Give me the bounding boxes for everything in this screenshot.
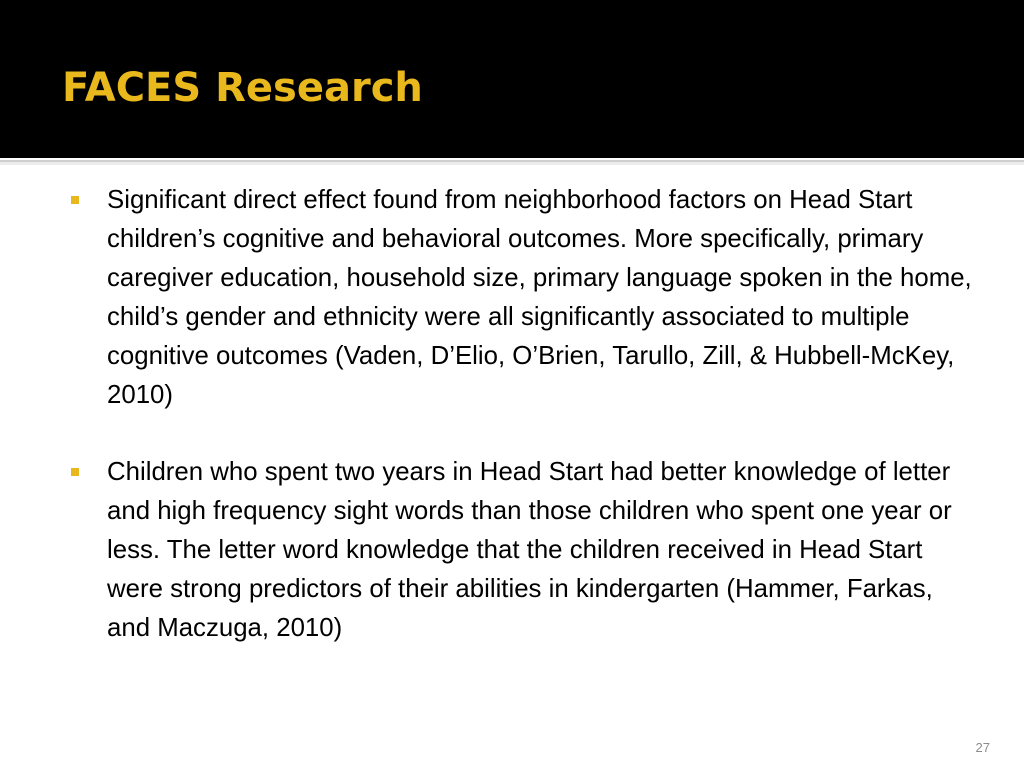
bullet-text: Children who spent two years in Head Start had better knowledge of letter and high frequency sight words than those children who spent one year or less. The letter word knowledge that the children received in Head Start were strong predictors of their abilities in kindergarten (Hammer, Farkas, and Maczuga, 2010) — [107, 458, 952, 642]
bullet-item — [71, 453, 976, 648]
square-bullet-icon — [71, 468, 79, 476]
slide-title: FACES Research — [62, 65, 423, 111]
bullet-list — [71, 181, 976, 686]
header-divider — [0, 158, 1024, 165]
bullet-text: Significant direct effect found from neighborhood factors on Head Start children’s cognitive and behavioral outcomes. More specifically, primary caregiver education, household size, primary language spoken in the home, child’s gender and ethnicity were all significantly associated to multiple cognitive outcomes (Vaden, D’Elio, O’Brien, Tarullo, Zill, & Hubbell-McKey, 2010) — [107, 186, 972, 409]
bullet-item — [71, 181, 976, 415]
page-number: 27 — [975, 740, 990, 755]
square-bullet-icon — [71, 196, 79, 204]
slide-header — [0, 0, 1024, 158]
